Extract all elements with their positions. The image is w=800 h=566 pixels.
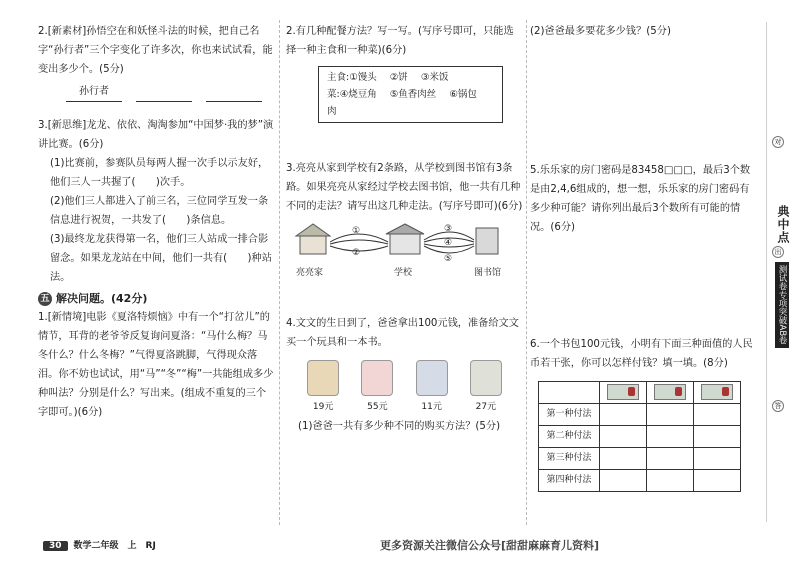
home-icon <box>300 234 326 254</box>
answer-line-1: 孙行者 <box>66 85 122 102</box>
column-divider-2 <box>526 20 527 525</box>
column-right <box>530 22 755 492</box>
course-label: 数学二年级 上 RJ <box>73 541 156 551</box>
question-2-text: 2.[新素材]孙悟空在和妖怪斗法的时候，把自己名字“孙行者”三个字变化了许多次，你也来试试看，能变出多少个。(5分) <box>38 26 273 75</box>
answer-lines <box>66 85 275 102</box>
question-2-meal-text: 2.有几种配餐方法？写一写。(写序号即可，只能选择一种主食和一种菜)(6分) <box>286 26 514 56</box>
teddy-bear-icon <box>307 360 339 396</box>
question-3-part-2: (2)他们三人都进入了前三名，三位同学互发一条信息进行祝贺，一共发了( )条信息。 <box>50 196 269 226</box>
route-3-label: ③ <box>444 224 453 234</box>
price-book-b: 27元 <box>475 402 497 412</box>
question-4-text: 4.文文的生日到了，爸爸拿出100元钱，准备给文文买一个玩具和一本书。 <box>286 318 519 348</box>
route-diagram <box>286 220 523 286</box>
row-label: 第四种付法 <box>539 470 600 492</box>
shop-item-doll <box>361 360 393 417</box>
question-5-text: 5.乐乐家的房门密码是83458□□□，最后3个数是由2,4,6组成的，想一想，乐乐家的房门密码有多少种可能？请你列出最后3个数所有可能的情况。(6分) <box>530 165 751 233</box>
menu-dishes <box>327 86 494 120</box>
menu-staple-2: ②饼 <box>389 72 408 83</box>
price-teddy: 19元 <box>312 402 334 412</box>
menu-dish-2: ⑤鱼香肉丝 <box>389 89 437 100</box>
table-row <box>539 470 741 492</box>
price-doll: 55元 <box>367 402 388 412</box>
menu-box <box>318 66 503 123</box>
shop-item-book-b <box>470 360 502 417</box>
menu-staple-3: ③米饭 <box>420 72 449 83</box>
section-badge: 五 <box>38 292 52 306</box>
column-middle <box>286 22 523 436</box>
row-label: 第一种付法 <box>539 404 600 426</box>
side-circle-3: 答 <box>772 400 784 412</box>
route-5-label: ⑤ <box>444 254 453 264</box>
page-number: 30 <box>43 541 68 551</box>
menu-dish-1: 菜:④烧豆角 <box>327 89 377 100</box>
doll-icon <box>361 360 393 396</box>
column-left <box>38 22 275 422</box>
menu-staples <box>327 69 494 86</box>
price-book-a: 11元 <box>421 402 442 412</box>
question-3-route-text: 3.亮亮从家到学校有2条路，从学校到图书馆有3条路。如果亮亮从家经过学校去图书馆，他一共有几种不同的走法？请写出这几种走法。(写序号即可)(6分) <box>286 163 523 212</box>
answer-line-2[interactable] <box>136 85 192 102</box>
library-label: 图书馆 <box>474 268 502 278</box>
question-3-text: 3.[新思维]龙龙、依依、淘淘参加“中国梦·我的梦”演讲比赛。(6分) <box>38 120 274 150</box>
answer-line-3[interactable] <box>206 85 262 102</box>
bill-cell <box>694 382 741 404</box>
table-row <box>539 404 741 426</box>
footer-note: 更多资源关注微信公众号[甜甜麻麻育儿资料] <box>380 539 600 552</box>
table-row <box>539 448 741 470</box>
book-icon <box>416 360 448 396</box>
brand-title: 典中点 <box>776 205 790 244</box>
bill-cell <box>600 382 647 404</box>
brand-subtitle: 测试卷专项突破AB卷 <box>775 262 789 348</box>
table-row <box>539 426 741 448</box>
school-label: 学校 <box>394 268 413 278</box>
payment-table-header <box>539 382 741 404</box>
section-title: 解决问题。(42分) <box>56 292 148 305</box>
row-label: 第二种付法 <box>539 426 600 448</box>
question-4-part-2: (2)爸爸最多要花多少钱？(5分) <box>530 26 671 37</box>
payment-table <box>538 381 741 492</box>
library-icon <box>476 228 498 254</box>
home-label: 亮亮家 <box>296 268 324 278</box>
menu-staple-1: 主食:①馒头 <box>327 72 377 83</box>
row-label: 第三种付法 <box>539 448 600 470</box>
shop-items <box>296 360 513 417</box>
route-4-label: ④ <box>444 238 453 248</box>
question-6-text: 6.一个书包100元钱，小明有下面三种面值的人民币若干张，你可以怎样付钱？填一填。(8分) <box>530 339 753 369</box>
shop-item-book-a <box>416 360 448 417</box>
side-circle-2: 出 <box>772 246 784 258</box>
bill-cell <box>647 382 694 404</box>
column-divider-1 <box>279 20 280 525</box>
menu-dish-3: ⑥锅包肉 <box>327 89 477 117</box>
route-1-label: ① <box>352 226 361 236</box>
banknote-icon <box>701 384 733 400</box>
question-3-part-1: (1)比赛前，参赛队员每两人握一次手以示友好，他们三人一共握了( )次手。 <box>50 158 269 188</box>
route-2-label: ② <box>352 248 361 258</box>
shop-item-teddy <box>307 360 339 417</box>
footer-page-info <box>43 538 156 551</box>
banknote-icon <box>654 384 686 400</box>
school-icon <box>390 232 420 254</box>
section-header <box>38 289 275 308</box>
question-4-part-1: (1)爸爸一共有多少种不同的购买方法？(5分) <box>298 421 501 432</box>
side-circle-1: 对 <box>772 136 784 148</box>
banknote-icon <box>607 384 639 400</box>
question-1-text: 1.[新情境]电影《夏洛特烦恼》中有一个“打岔儿”的情节，耳背的老爷爷反复询问夏洛：“马什么梅？马冬什么？什么冬梅？”气得夏洛跳脚，气得现众落泪。你不妨也试试，用“马”“冬”“梅”一共能组成多少种叫法？分别是什么？写出来。(组成不重复的三个字即可。)(6分) <box>38 312 274 418</box>
question-3-part-3: (3)最终龙龙获得第一名，他们三人站成一排合影留念。如果龙龙站在中间，他们一共有( )种站法。 <box>50 234 272 283</box>
book-icon <box>470 360 502 396</box>
